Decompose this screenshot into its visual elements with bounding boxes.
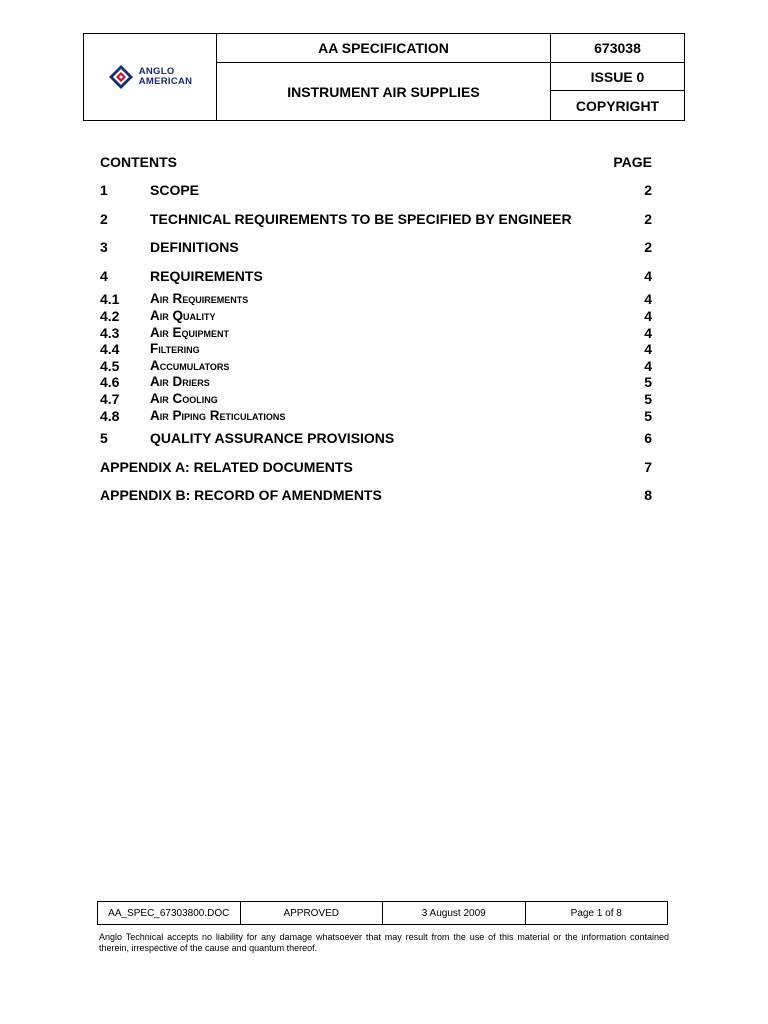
toc-entry-page: 4 (644, 308, 652, 324)
toc-entry-title: SCOPE (150, 182, 200, 198)
document-number: 673038 (551, 34, 684, 63)
toc-entry-title: Air Piping Reticulations (150, 408, 286, 423)
toc-entry-number: 4.8 (100, 408, 120, 424)
toc-entry-page: 2 (644, 182, 652, 198)
toc-entry-title: Air Cooling (150, 391, 218, 406)
toc-entry-title: QUALITY ASSURANCE PROVISIONS (150, 430, 395, 446)
logo-cell (84, 34, 217, 120)
logo-wordmark (139, 67, 193, 87)
toc-entry-page: 5 (644, 391, 652, 407)
liability-disclaimer: Anglo Technical accepts no liability for any damage whatsoever that may result from the use of this material or the information contained therein, irrespective of the cause and quantum thereof. (99, 932, 669, 953)
footer-date: 3 August 2009 (383, 902, 526, 924)
toc-entry-page: 4 (644, 268, 652, 284)
toc-entry-page: 5 (644, 408, 652, 424)
toc-entry-page: 4 (644, 325, 652, 341)
toc-entry-number: 4.2 (100, 308, 120, 324)
copyright-label: COPYRIGHT (575, 97, 660, 114)
appendix-b-title: APPENDIX B: RECORD OF AMENDMENTS (100, 487, 382, 503)
toc-entry-page: 2 (644, 211, 652, 227)
toc-entry-title: TECHNICAL REQUIREMENTS TO BE SPECIFIED BY ENGINEER (150, 211, 572, 227)
anglo-american-emblem-icon (108, 64, 134, 90)
issue-number: ISSUE 0 (551, 63, 684, 91)
spec-label: AA SPECIFICATION (217, 34, 551, 63)
toc-entry-number: 4.3 (100, 325, 120, 341)
toc-entry-page: 2 (644, 239, 652, 255)
toc-entry-number: 3 (100, 239, 108, 255)
toc-entry-title: DEFINITIONS (150, 239, 239, 255)
appendix-a-title: APPENDIX A: RELATED DOCUMENTS (100, 459, 353, 475)
toc-entry-page: 4 (644, 341, 652, 357)
toc-entry-title: Air Requirements (150, 291, 249, 306)
page-column-label: PAGE (613, 154, 652, 170)
toc-entry-page: 4 (644, 291, 652, 307)
toc-entry-title: Accumulators (150, 358, 230, 373)
toc-entry-number: 2 (100, 211, 108, 227)
toc-entry-number: 4 (100, 268, 108, 284)
toc-entry-title: Air Equipment (150, 325, 230, 340)
toc-entry-number: 4.7 (100, 391, 120, 407)
anglo-american-logo (108, 64, 193, 90)
contents-label: CONTENTS (100, 154, 177, 170)
toc-entry-number: 5 (100, 430, 108, 446)
document-header-table (83, 33, 685, 121)
toc-entry-number: 4.5 (100, 358, 120, 374)
footer-status: APPROVED (241, 902, 384, 924)
footer-page-number: Page 1 of 8 (570, 907, 622, 919)
toc-entry-title: REQUIREMENTS (150, 268, 263, 284)
toc-entry-number: 1 (100, 182, 108, 198)
appendix-a-page: 7 (644, 459, 652, 475)
footer-filename: AA_SPEC_67303800.DOC (98, 902, 241, 924)
toc-entry-number: 4.1 (100, 291, 120, 307)
appendix-b-page: 8 (644, 487, 652, 503)
toc-entry-number: 4.6 (100, 374, 120, 390)
document-title: INSTRUMENT AIR SUPPLIES (217, 63, 551, 120)
toc-entry-page: 6 (644, 430, 652, 446)
toc-entry-number: 4.4 (100, 341, 120, 357)
document-footer-table (97, 901, 668, 925)
toc-entry-page: 4 (644, 358, 652, 374)
logo-text-line2: AMERICAN (138, 76, 193, 87)
logo-text-line1: ANGLO (138, 66, 175, 77)
toc-entry-page: 5 (644, 374, 652, 390)
toc-entry-title: Filtering (150, 341, 200, 356)
toc-entry-title: Air Quality (150, 308, 216, 323)
toc-entry-title: Air Driers (150, 374, 210, 389)
